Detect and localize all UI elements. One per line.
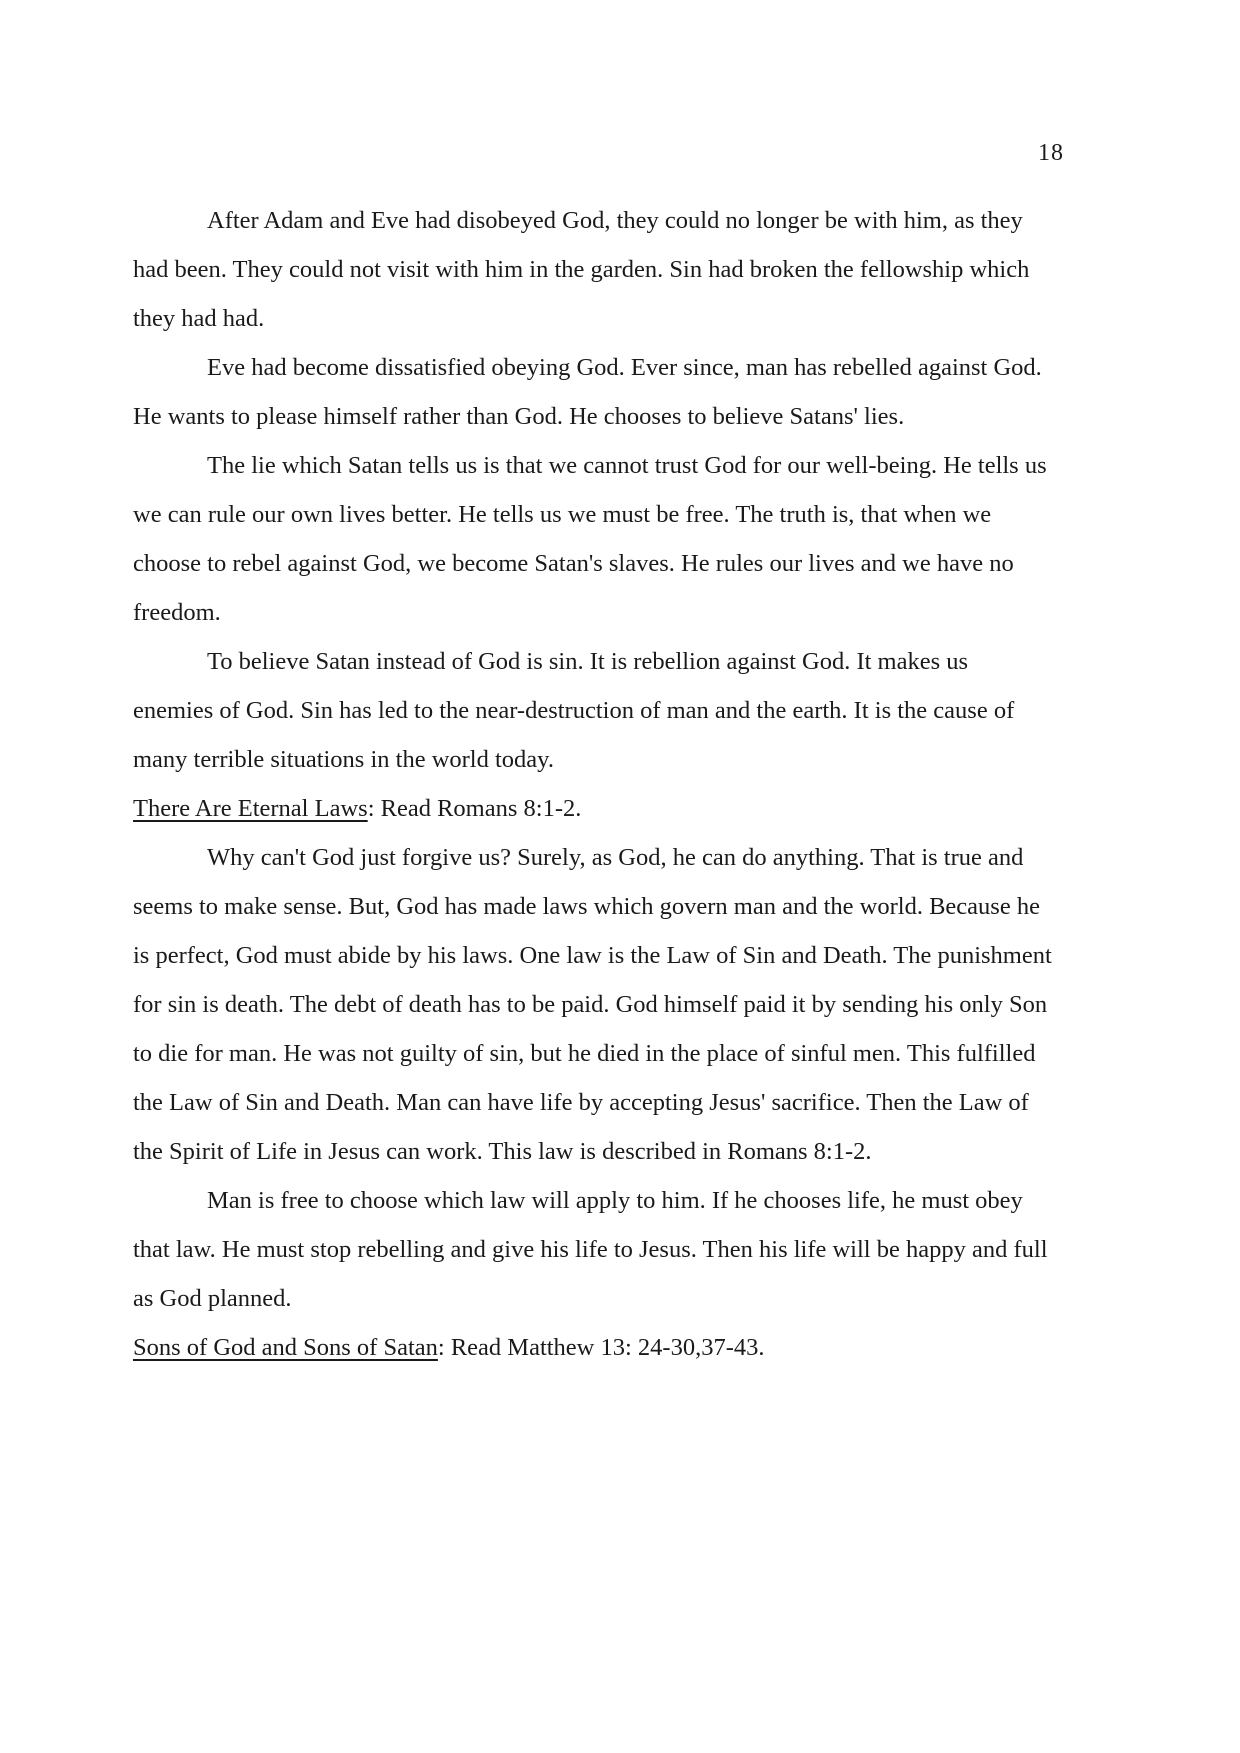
paragraph-3: The lie which Satan tells us is that we cannot trust God for our well-being. He tells us we can rule our own lives better. He tells us we must be free. The truth is, that when we choose to rebel against God, we become Satan's slaves. He rules our lives and we have no freedom. [133,452,1047,626]
paragraph-5: Why can't God just forgive us? Surely, as God, he can do anything. That is true and seems to make sense. But, God has made laws which govern man and the world. Because he is perfect, God must abide by his laws. One law is the Law of Sin and Death. The punishment for sin is death. The debt of death has to be paid. God himself paid it by sending his only Son to die for man. He was not guilty of sin, but he died in the place of sinful men. This fulfilled the Law of Sin and Death. Man can have life by accepting Jesus' sacrifice. Then the Law of the Spirit of Life in Jesus can work. This law is described in Romans 8:1-2. [133,844,1052,1165]
paragraph-6: Man is free to choose which law will apply to him. If he chooses life, he must obey that law. He must stop rebelling and give his life to Jesus. Then his life will be happy and full as God planned. [133,1187,1048,1312]
scripture-reference: : Read Romans 8:1-2. [367,795,582,822]
section-heading-eternal-laws [133,784,1053,833]
page-number: 18 [1038,140,1064,166]
section-heading-sons-of-god [133,1323,1053,1372]
scripture-reference: : Read Matthew 13: 24-30,37-43. [437,1334,765,1361]
section-title: Sons of God and Sons of Satan [133,1334,438,1361]
paragraph-2: Eve had become dissatisfied obeying God. Ever since, man has rebelled against God. He wants to please himself rather than God. He chooses to believe Satans' lies. [133,354,1042,430]
section-title: There Are Eternal Laws [133,795,368,822]
document-body [133,196,1053,1372]
paragraph-1: After Adam and Eve had disobeyed God, they could no longer be with him, as they had been. They could not visit with him in the garden. Sin had broken the fellowship which they had had. [133,207,1030,332]
paragraph-4: To believe Satan instead of God is sin. It is rebellion against God. It makes us enemies of God. Sin has led to the near-destruction of man and the earth. It is the cause of many terrible situations in the world today. [133,648,1015,773]
